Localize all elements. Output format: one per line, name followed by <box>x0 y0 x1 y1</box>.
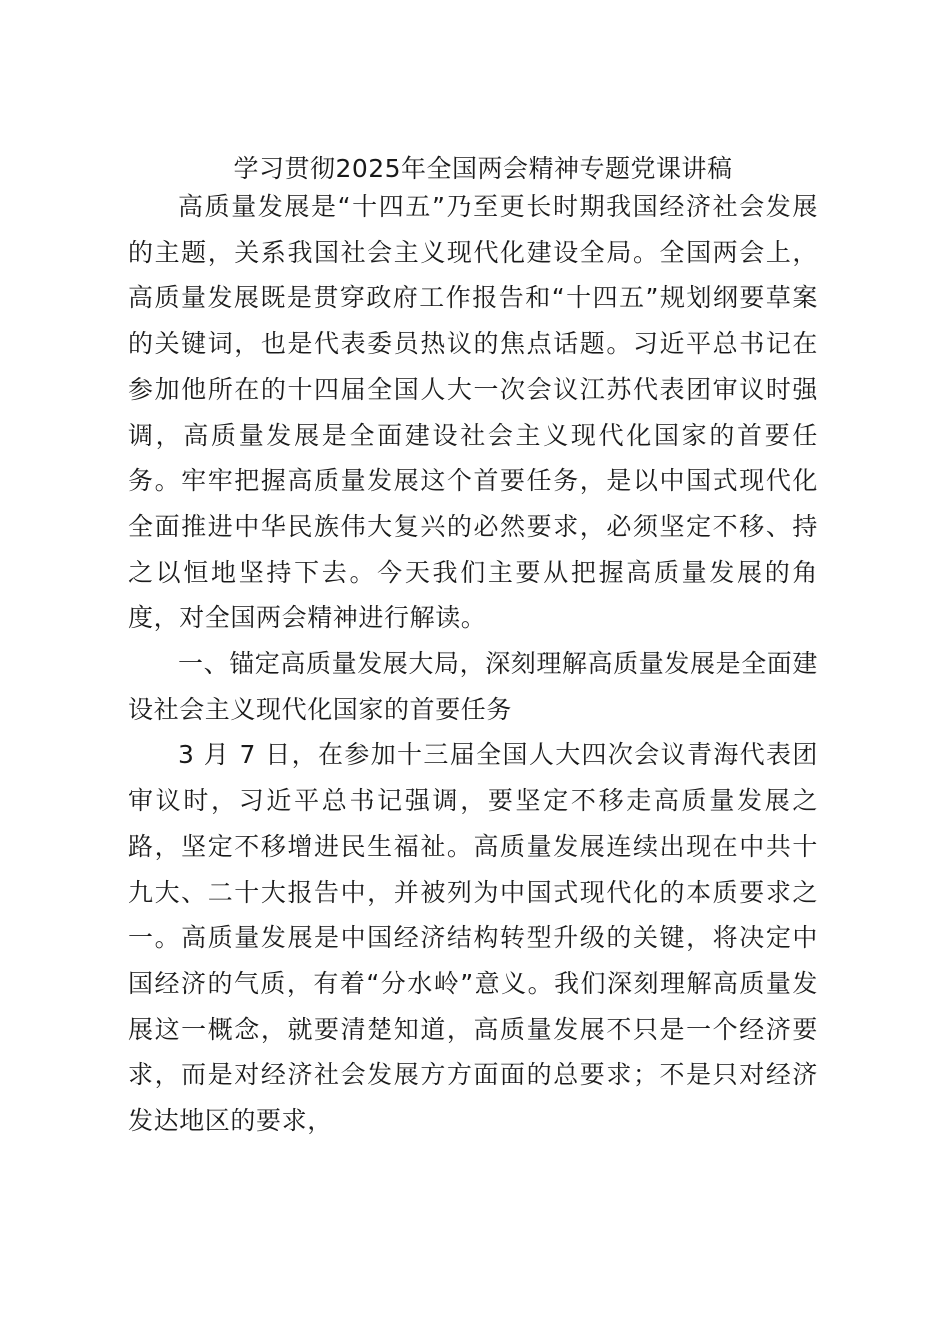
section-one-paragraph: 3 月 7 日，在参加十三届全国人大四次会议青海代表团审议时，习近平总书记强调，要坚定不移走高质量发展之路，坚定不移增进民生福祉。高质量发展连续出现在中共十九大、二十大报告中，并被列为中国式现代化的本质要求之一。高质量发展是中国经济结构转型升级的关键，将决定中国经济的气质，有着“分水岭”意义。我们深刻理解高质量发展这一概念，就要清楚知道，高质量发展不只是一个经济要求，而是对经济社会发展方方面面的总要求；不是只对经济发达地区的要求， <box>128 740 818 1136</box>
document-title: 学习贯彻2025年全国两会精神专题党课讲稿 <box>233 154 733 183</box>
section-one-heading: 一、锚定高质量发展大局，深刻理解高质量发展是全面建设社会主义现代化国家的首要任务 <box>128 649 819 724</box>
document-page <box>128 150 818 1144</box>
intro-paragraph: 高质量发展是“十四五”乃至更长时期我国经济社会发展的主题，关系我国社会主义现代化建设全局。全国两会上，高质量发展既是贯穿政府工作报告和“十四五”规划纲要草案的关键词，也是代表委员热议的焦点话题。习近平总书记在参加他所在的十四届全国人大一次会议江苏代表团审议时强调，高质量发展是全面建设社会主义现代化国家的首要任务。牢牢把握高质量发展这个首要任务，是以中国式现代化全面推进中华民族伟大复兴的必然要求，必须坚定不移、持之以恒地坚持下去。今天我们主要从把握高质量发展的角度，对全国两会精神进行解读。 <box>128 192 818 633</box>
